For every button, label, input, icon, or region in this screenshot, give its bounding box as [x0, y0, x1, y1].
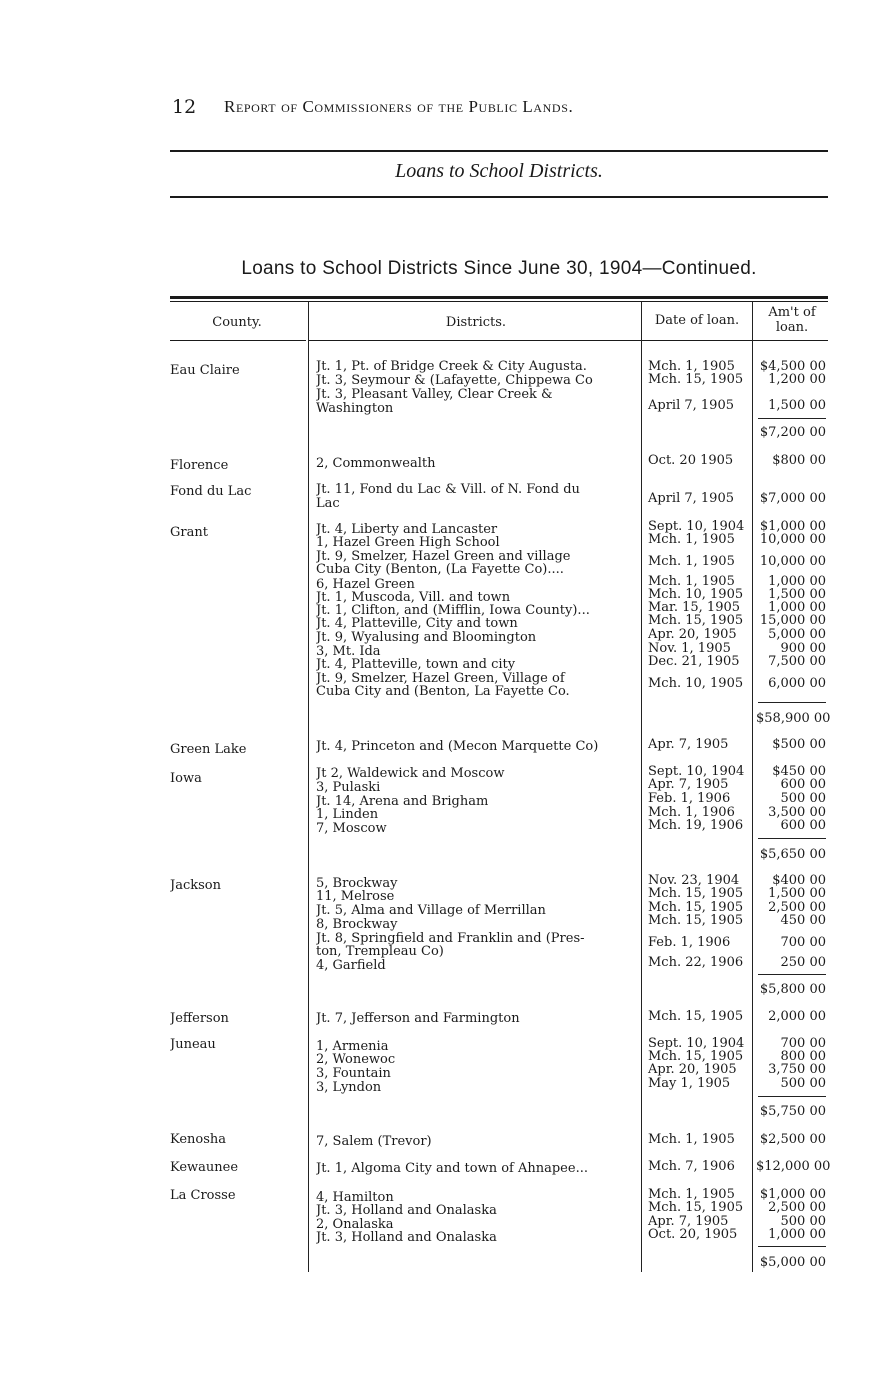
district-cell: Jt. 9, Smelzer, Hazel Green and village: [316, 550, 571, 563]
running-head: [172, 96, 812, 126]
date-cell: Mch. 1, 1905: [648, 554, 735, 569]
district-cell: 8, Brockway: [316, 918, 398, 931]
amount-cell: 1,000 00: [768, 1227, 826, 1242]
date-cell: Apr. 20, 1905: [648, 1062, 737, 1077]
subtotal-amount: $5,650 00: [759, 847, 826, 862]
date-cell: Mch. 10, 1905: [648, 587, 744, 602]
amount-cell: 2,500 00: [768, 900, 826, 915]
date-cell: April 7, 1905: [648, 491, 734, 506]
county-cell: Kewaunee: [170, 1161, 239, 1174]
amount-cell: 800 00: [780, 1049, 826, 1064]
table-title: Loans to School Districts Since June 30, 1904—Continued.: [241, 258, 757, 279]
district-cell: 1, Hazel Green High School: [316, 536, 500, 549]
date-cell: April 7, 1905: [648, 398, 734, 413]
district-cell: Jt. 3, Holland and Onalaska: [316, 1231, 497, 1244]
date-cell: Sept. 10, 1904: [648, 519, 745, 534]
amount-cell: $800 00: [772, 453, 826, 468]
amount-cell: 2,500 00: [768, 1200, 826, 1215]
date-cell: Mch. 19, 1906: [648, 818, 744, 833]
subtotal-rule: [758, 702, 826, 703]
subtotal-rule: [758, 1096, 826, 1097]
subtotal-rule: [758, 838, 826, 839]
date-cell: Apr. 7, 1905: [648, 777, 729, 792]
amount-cell: $2,500 00: [759, 1132, 826, 1147]
county-cell: Juneau: [170, 1038, 216, 1051]
county-cell: Eau Claire: [170, 364, 240, 377]
section-title: Loans to School Districts.: [395, 160, 603, 182]
date-cell: Mch. 22, 1906: [648, 955, 744, 970]
column-header-county: County.: [212, 315, 262, 330]
amount-cell: 1,500 00: [768, 398, 826, 413]
date-cell: Dec. 21, 1905: [648, 654, 740, 669]
amount-cell: 1,200 00: [768, 372, 826, 387]
date-cell: Mch. 1, 1906: [648, 805, 735, 820]
date-cell: Mch. 15, 1905: [648, 1009, 744, 1024]
district-cell: Jt. 3, Holland and Onalaska: [316, 1204, 497, 1217]
district-cell: 4, Hamilton: [316, 1191, 394, 1204]
date-cell: Nov. 1, 1905: [648, 641, 731, 656]
date-cell: Mch. 1, 1905: [648, 532, 735, 547]
subtotal-amount: $5,800 00: [759, 982, 826, 997]
date-cell: Mch. 1, 1905: [648, 574, 735, 589]
column-divider-3: [752, 302, 753, 1272]
amount-cell: 1,500 00: [768, 886, 826, 901]
subtotal-amount: $5,000 00: [759, 1255, 826, 1270]
district-cell: 4, Garfield: [316, 959, 386, 972]
date-cell: Oct. 20 1905: [648, 453, 734, 468]
date-cell: Mch. 10, 1905: [648, 676, 744, 691]
amount-cell: 6,000 00: [768, 676, 826, 691]
amount-cell: 15,000 00: [759, 613, 826, 628]
date-cell: Apr. 20, 1905: [648, 627, 737, 642]
district-cell: Jt. 9, Smelzer, Hazel Green, Village of: [316, 672, 565, 685]
district-cell: 11, Melrose: [316, 890, 395, 903]
date-cell: Mch. 15, 1905: [648, 613, 744, 628]
district-cell: Lac: [316, 497, 340, 510]
district-cell: Jt. 8, Springfield and Franklin and (Pres-: [316, 932, 585, 945]
county-cell: Jefferson: [170, 1012, 229, 1025]
date-cell: Mch. 1, 1905: [648, 1132, 735, 1147]
district-cell: 2, Wonewoc: [316, 1053, 396, 1066]
date-cell: Feb. 1, 1906: [648, 935, 731, 950]
district-cell: 3, Lyndon: [316, 1081, 382, 1094]
column-header-districts: Districts.: [445, 315, 507, 330]
amount-cell: $500 00: [772, 737, 826, 752]
district-cell: 2, Commonwealth: [316, 457, 436, 470]
district-cell: 3, Mt. Ida: [316, 645, 381, 658]
district-cell: 3, Pulaski: [316, 781, 381, 794]
district-cell: 7, Salem (Trevor): [316, 1135, 432, 1148]
amount-cell: $450 00: [772, 764, 826, 779]
district-cell: Jt. 4, Princeton and (Mecon Marquette Co): [316, 740, 599, 753]
county-cell: Kenosha: [170, 1133, 227, 1146]
date-cell: Nov. 23, 1904: [648, 873, 740, 888]
district-cell: Jt. 5, Alma and Village of Merrillan: [316, 904, 546, 917]
subtotal-rule: [758, 974, 826, 975]
district-cell: 5, Brockway: [316, 877, 398, 890]
date-cell: Mch. 15, 1905: [648, 900, 744, 915]
amount-cell: 10,000 00: [759, 532, 826, 547]
column-divider-1: [308, 302, 309, 1272]
amount-cell: 1,000 00: [768, 600, 826, 615]
header-underline-county: [170, 340, 306, 341]
date-cell: Apr. 7, 1905: [648, 1214, 729, 1229]
district-cell: Jt. 4, Platteville, City and town: [316, 617, 518, 630]
district-cell: Jt. 3, Seymour & (Lafayette, Chippewa Co: [316, 374, 593, 387]
amount-cell: $12,000 00: [756, 1159, 831, 1174]
amount-cell: 500 00: [780, 1076, 826, 1091]
district-cell: 6, Hazel Green: [316, 578, 415, 591]
subtotal-amount: $58,900 00: [756, 711, 831, 726]
date-cell: Mch. 15, 1905: [648, 1200, 744, 1215]
district-cell: Jt. 1, Pt. of Bridge Creek & City Augusta.: [316, 360, 587, 373]
table-top-rule: [170, 296, 828, 299]
district-cell: Jt. 9, Wyalusing and Bloomington: [316, 631, 537, 644]
page-number: 12: [172, 96, 197, 118]
district-cell: Jt. 1, Muscoda, Vill. and town: [316, 591, 511, 604]
running-title: Report of Commissioners of the Public Lands.: [224, 97, 574, 116]
date-cell: Mch. 15, 1905: [648, 1049, 744, 1064]
date-cell: Mch. 1, 1905: [648, 1187, 735, 1202]
header-rule-top: [170, 150, 828, 152]
amount-cell: 3,500 00: [768, 805, 826, 820]
amount-cell: 7,500 00: [768, 654, 826, 669]
subtotal-amount: $7,200 00: [759, 425, 826, 440]
district-cell: ton, Trempleau Co): [316, 945, 444, 958]
amount-cell: 10,000 00: [759, 554, 826, 569]
amount-cell: 1,000 00: [768, 574, 826, 589]
amount-cell: $1,000 00: [759, 1187, 826, 1202]
header-rule-bottom: [170, 196, 828, 198]
district-cell: Jt 2, Waldewick and Moscow: [316, 767, 505, 780]
county-cell: Iowa: [170, 772, 202, 785]
amount-cell: 500 00: [780, 1214, 826, 1229]
district-cell: Jt. 7, Jefferson and Farmington: [316, 1012, 520, 1025]
column-header-amount: Am't of loan.: [768, 305, 816, 335]
amount-cell: $4,500 00: [759, 359, 826, 374]
district-cell: Cuba City and (Benton, La Fayette Co.: [316, 685, 570, 698]
date-cell: Oct. 20, 1905: [648, 1227, 738, 1242]
amount-cell: 600 00: [780, 777, 826, 792]
date-cell: Mch. 7, 1906: [648, 1159, 735, 1174]
column-divider-2: [641, 302, 642, 1272]
county-cell: Fond du Lac: [170, 485, 252, 498]
amount-cell: 1,500 00: [768, 587, 826, 602]
date-cell: Mar. 15, 1905: [648, 600, 741, 615]
amount-cell: 5,000 00: [768, 627, 826, 642]
amount-cell: 250 00: [780, 955, 826, 970]
district-cell: 7, Moscow: [316, 822, 387, 835]
amount-cell: 700 00: [780, 1036, 826, 1051]
county-cell: La Crosse: [170, 1189, 236, 1202]
date-cell: Sept. 10, 1904: [648, 1036, 745, 1051]
district-cell: 2, Onalaska: [316, 1218, 394, 1231]
amount-cell: 3,750 00: [768, 1062, 826, 1077]
county-cell: Jackson: [170, 879, 221, 892]
date-cell: Sept. 10, 1904: [648, 764, 745, 779]
district-cell: Washington: [316, 402, 394, 415]
amount-cell: 600 00: [780, 818, 826, 833]
district-cell: Jt. 1, Clifton, and (Mifflin, Iowa County)...: [316, 604, 590, 617]
amount-cell: 2,000 00: [768, 1009, 826, 1024]
district-cell: Jt. 4, Liberty and Lancaster: [316, 523, 498, 536]
district-cell: Jt. 4, Platteville, town and city: [316, 658, 516, 671]
date-cell: May 1, 1905: [648, 1076, 731, 1091]
amount-cell: $1,000 00: [759, 519, 826, 534]
amount-cell: 700 00: [780, 935, 826, 950]
district-cell: Cuba City (Benton, (La Fayette Co)....: [316, 563, 564, 576]
subtotal-amount: $5,750 00: [759, 1104, 826, 1119]
district-cell: Jt. 14, Arena and Brigham: [316, 795, 489, 808]
amount-cell: 450 00: [780, 913, 826, 928]
district-cell: Jt. 1, Algoma City and town of Ahnapee...: [316, 1162, 588, 1175]
county-cell: Green Lake: [170, 743, 247, 756]
county-cell: Florence: [170, 459, 229, 472]
district-cell: Jt. 3, Pleasant Valley, Clear Creek &: [316, 388, 553, 401]
county-cell: Grant: [170, 526, 208, 539]
amount-cell: 500 00: [780, 791, 826, 806]
district-cell: 3, Fountain: [316, 1067, 391, 1080]
date-cell: Feb. 1, 1906: [648, 791, 731, 806]
column-header-date: Date of loan.: [654, 313, 740, 328]
amount-cell: $400 00: [772, 873, 826, 888]
date-cell: Mch. 15, 1905: [648, 886, 744, 901]
date-cell: Mch. 1, 1905: [648, 359, 735, 374]
subtotal-rule: [758, 1246, 826, 1247]
amount-cell: 900 00: [780, 641, 826, 656]
table-top-rule-thin: [170, 301, 828, 302]
district-cell: 1, Linden: [316, 808, 379, 821]
date-cell: Mch. 15, 1905: [648, 372, 744, 387]
date-cell: Mch. 15, 1905: [648, 913, 744, 928]
date-cell: Apr. 7, 1905: [648, 737, 729, 752]
header-underline-body: [308, 340, 828, 341]
amount-cell: $7,000 00: [759, 491, 826, 506]
district-cell: 1, Armenia: [316, 1040, 389, 1053]
district-cell: Jt. 11, Fond du Lac & Vill. of N. Fond du: [316, 483, 580, 496]
subtotal-rule: [758, 418, 826, 419]
